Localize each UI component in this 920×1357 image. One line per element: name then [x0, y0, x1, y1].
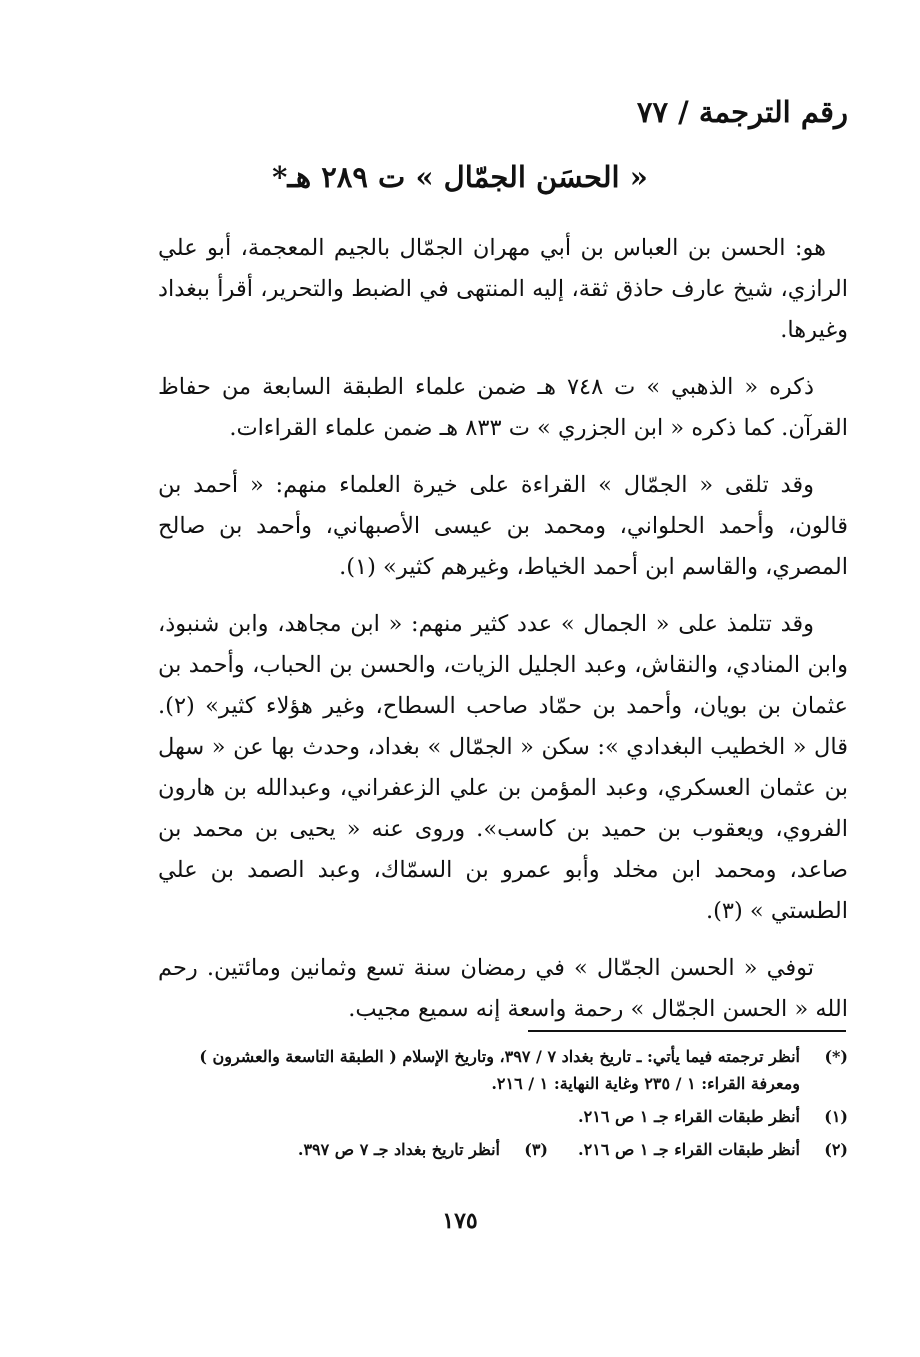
footnote-2 — [548, 1136, 848, 1163]
footnote-1 — [158, 1103, 848, 1130]
footnote-text: أنظر ترجمته فيما يأتي: ـ تاريخ بغداد ٧ / ٣٩٧، وتاريخ الإسلام ( الطبقة التاسعة والعشرون ) ومعرفة القراء: ١ / ٢٣٥ وغاية النهاية: ١ / ٢١٦. — [199, 1047, 800, 1093]
footnote-marker: (*) — [824, 1047, 848, 1066]
biography-body — [158, 228, 848, 1046]
footnote-text: أنظر تاريخ بغداد جـ ٧ ص ٣٩٧. — [297, 1140, 500, 1159]
footnote-marker: (٢) — [824, 1140, 848, 1159]
footnote-marker: (١) — [824, 1107, 848, 1126]
footnote-divider — [528, 1030, 846, 1032]
paragraph-mentions: ذكره « الذهبي » ت ٧٤٨ هـ ضمن علماء الطبقة السابعة من حفاظ القرآن. كما ذكره « ابن الجزري » ت ٨٣٣ هـ ضمن علماء القراءات. — [158, 374, 848, 441]
entry-number-heading: رقم الترجمة / ٧٧ — [636, 95, 848, 129]
footnote-star — [158, 1043, 848, 1097]
paragraph-students: وقد تتلمذ على « الجمال » عدد كثير منهم: « ابن مجاهد، وابن شنبوذ، وابن المنادي، والنقاش، وعبد الجليل الزيات، والحسن بن الحباب، وأحمد بن عثمان بن بويان، وأحمد بن حمّاد صاحب السطاح، وغير هؤلاء كثير» (٢). قال « الخطيب البغدادي »: سكن « الجمّال » بغداد، وحدث بها عن « سهل بن عثمان العسكري، وعبد المؤمن بن علي الزعفراني، وعبدالله بن هارون الفروي، ويعقوب بن حميد بن كاسب». وروى عنه « يحيى بن محمد بن صاعد، ومحمد ابن مخلد وأبو عمرو بن السمّاك، وعبد الصمد بن علي الطستي » (٣). — [158, 611, 848, 924]
footnote-row — [158, 1136, 848, 1163]
footnote-3 — [298, 1136, 548, 1163]
paragraph-death: توفي « الحسن الجمّال » في رمضان سنة تسع وثمانين ومائتين. رحم الله « الحسن الجمّال » رحمة واسعة إنه سميع مجيب. — [158, 955, 848, 1022]
footnotes — [158, 1043, 848, 1163]
biography-title: « الحسَن الجمّال » ت ٢٨٩ هـ* — [272, 160, 648, 194]
footnote-text: أنظر طبقات القراء جـ ١ ص ٢١٦. — [578, 1107, 800, 1126]
paragraph-identity: هو: الحسن بن العباس بن أبي مهران الجمّال بالجيم المعجمة، أبو علي الرازي، شيخ عارف حاذق ثقة، إليه المنتهى في الضبط والتحرير، أقرأ ببغداد وغيرها. — [158, 235, 848, 343]
footnote-marker: (٣) — [524, 1140, 548, 1159]
page-number: ١٧٥ — [442, 1208, 478, 1234]
footnote-text: أنظر طبقات القراء جـ ١ ص ٢١٦. — [578, 1140, 800, 1159]
paragraph-teachers: وقد تلقى « الجمّال » القراءة على خيرة العلماء منهم: « أحمد بن قالون، وأحمد الحلواني، ومحمد بن عيسى الأصبهاني، وأحمد بن صالح المصري، والقاسم ابن أحمد الخياط، وغيرهم كثير» (١). — [158, 472, 848, 580]
